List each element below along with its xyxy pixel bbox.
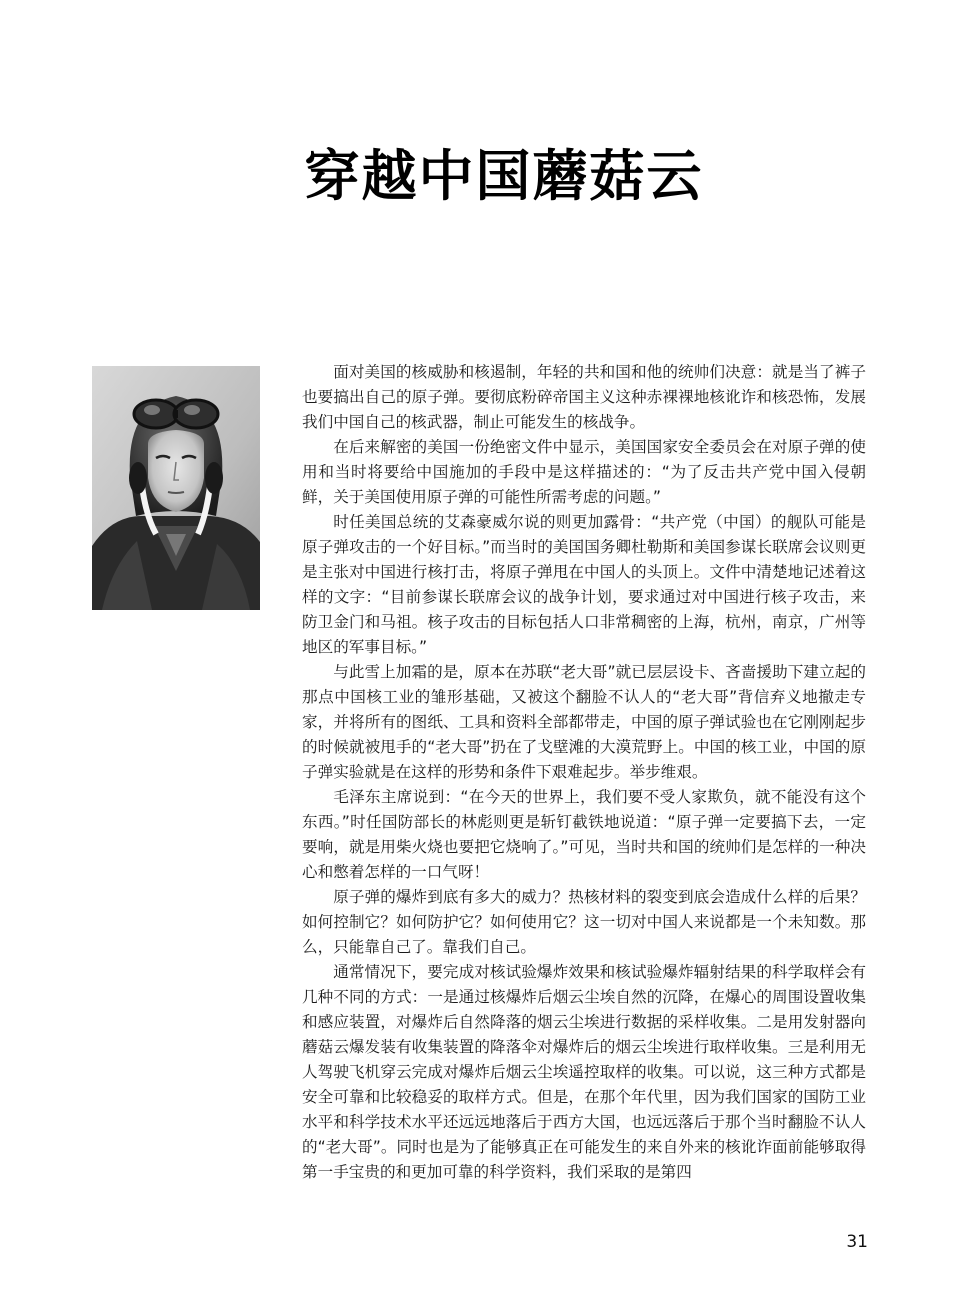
paragraph: 通常情况下，要完成对核试验爆炸效果和核试验爆炸辐射结果的科学取样会有几种不同的方式：一是通过核爆炸后烟云尘埃自然的沉降，在爆心的周围设置收集和感应装置，对爆炸后自然降落的烟云尘埃进行数据的采样收集。二是用发射器向蘑菇云爆发装有收集装置的降落伞对爆炸后的烟云尘埃进行取样收集。三是利用无人驾驶飞机穿云完成对爆炸后烟云尘埃遥控取样的收集。可以说，这三种方式都是安全可靠和比较稳妥的取样方式。但是，在那个年代里，因为我们国家的国防工业水平和科学技术水平还远远地落后于西方大国，也远远落后于那个当时翻脸不认人的“老大哥”。同时也是为了能够真正在可能发生的来自外来的核讹诈面前能够取得第一手宝贵的和更加可靠的科学资料，我们采取的是第四 bbox=[302, 963, 866, 1181]
pilot-portrait-image bbox=[92, 366, 260, 610]
pilot-portrait-photo bbox=[92, 366, 260, 610]
paragraph: 毛泽东主席说到：“在今天的世界上，我们要不受人家欺负，就不能没有这个东西。”时任国防部长的林彪则更是斩钉截铁地说道：“原子弹一定要搞下去，一定要响，就是用柴火烧也要把它烧响了。”可见，当时共和国的统帅们是怎样的一种决心和憋着怎样的一口气呀！ bbox=[302, 788, 866, 881]
page-number: 31 bbox=[846, 1232, 868, 1252]
paragraph: 时任美国总统的艾森豪威尔说的则更加露骨：“共产党（中国）的舰队可能是原子弹攻击的一个好目标。”而当时的美国国务卿杜勒斯和美国参谋长联席会议则更是主张对中国进行核打击，将原子弹甩在中国人的头顶上。文件中清楚地记述着这样的文字：“目前参谋长联席会议的战争计划，要求通过对中国进行核子攻击，来防卫金门和马祖。核子攻击的目标包括人口非常稠密的上海，杭州，南京，广州等地区的军事目标。” bbox=[302, 513, 866, 656]
paragraph: 原子弹的爆炸到底有多大的威力？热核材料的裂变到底会造成什么样的后果？如何控制它？如何防护它？如何使用它？这一切对中国人来说都是一个未知数。那么，只能靠自己了。靠我们自己。 bbox=[302, 888, 866, 956]
article-body bbox=[302, 360, 866, 1185]
page-title: 穿越中国蘑菇云 bbox=[304, 144, 704, 208]
paragraph: 面对美国的核威胁和核遏制，年轻的共和国和他的统帅们决意：就是当了裤子也要搞出自己的原子弹。要彻底粉碎帝国主义这种赤裸裸地核讹诈和核恐怖，发展我们中国自己的核武器，制止可能发生的核战争。 bbox=[302, 363, 866, 431]
paragraph: 与此雪上加霜的是，原本在苏联“老大哥”就已层层设卡、吝啬援助下建立起的那点中国核工业的雏形基础，又被这个翻脸不认人的“老大哥”背信弃义地撤走专家，并将所有的图纸、工具和资料全部都带走，中国的原子弹试验也在它刚刚起步的时候就被甩手的“老大哥”扔在了戈壁滩的大漠荒野上。中国的核工业，中国的原子弹实验就是在这样的形势和条件下艰难起步。举步维艰。 bbox=[302, 663, 866, 781]
paragraph: 在后来解密的美国一份绝密文件中显示，美国国家安全委员会在对原子弹的使用和当时将要给中国施加的手段中是这样描述的：“为了反击共产党中国入侵朝鲜，关于美国使用原子弹的可能性所需考虑的问题。” bbox=[302, 438, 866, 506]
